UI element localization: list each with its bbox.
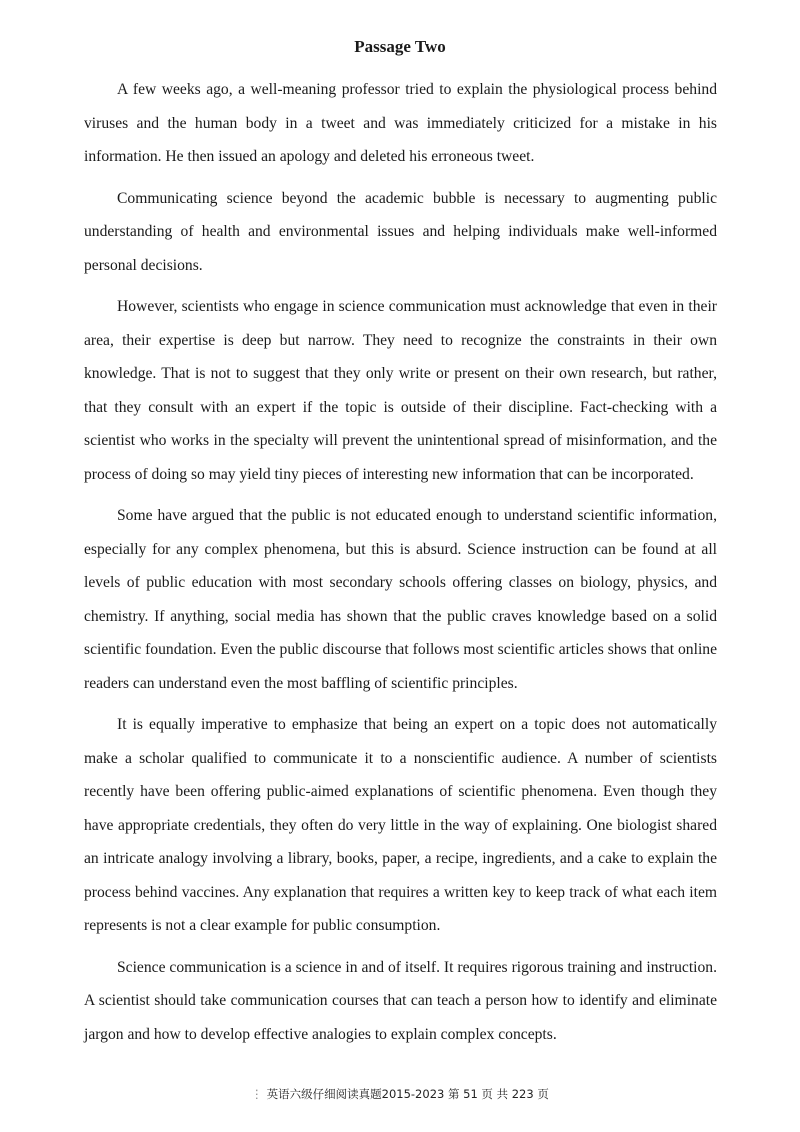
paragraph-4: Some have argued that the public is not educated enough to understand scientific information, especially for any complex phenomena, but this is absurd. Science instruction can be found at all levels of public education with most secondary schools offering classes on biology, physics, and chemistry. If anything, social media has shown that the public craves knowledge based on a solid scientific foundation. Even the public discourse that follows most scientific articles shows that online readers can understand even the most baffling of scientific principles. — [84, 507, 717, 692]
paragraph-3: However, scientists who engage in science communication must acknowledge that even in their area, their expertise is deep but narrow. They need to recognize the constraints in their own knowledge. That is not to suggest that they only write or present on their own research, but rather, that they consult with an expert if the topic is outside of their discipline. Fact-checking with a scientist who works in the specialty will prevent the unintentional spread of misinformation, and the process of doing so may yield tiny pieces of interesting new information that can be incorporated. — [84, 298, 717, 483]
page-footer — [0, 1086, 800, 1102]
paragraph-1: A few weeks ago, a well-meaning professor tried to explain the physiological process behind viruses and the human body in a tweet and was immediately criticized for a mistake in his information. He then issued an apology and deleted his erroneous tweet. — [84, 81, 717, 165]
passage-body — [84, 73, 717, 1059]
footer-mark: ⋮ — [251, 1087, 263, 1101]
passage-title: Passage Two — [354, 37, 446, 56]
paragraph-6: Science communication is a science in and of itself. It requires rigorous training and instruction. A scientist should take communication courses that can teach a person how to identify and eliminate jargon and how to develop effective analogies to explain complex concepts. — [84, 958, 717, 1043]
footer-text: 英语六级仔细阅读真题2015-2023 第 51 页 共 223 页 — [266, 1087, 549, 1101]
paragraph-5: It is equally imperative to emphasize that being an expert on a topic does not automatically make a scholar qualified to communicate it to a nonscientific audience. A number of scientists recently have been offering public-aimed explanations of scientific phenomena. Even though they have appropriate credentials, they often do very little in the way of explaining. One biologist shared an intricate analogy involving a library, books, paper, a recipe, ingredients, and a cake to explain the process behind vaccines. Any explanation that requires a written key to keep track of what each item represents is not a clear example for public consumption. — [84, 716, 717, 934]
paragraph-2: Communicating science beyond the academic bubble is necessary to augmenting public understanding of health and environmental issues and helping individuals make well-informed personal decisions. — [84, 189, 717, 274]
